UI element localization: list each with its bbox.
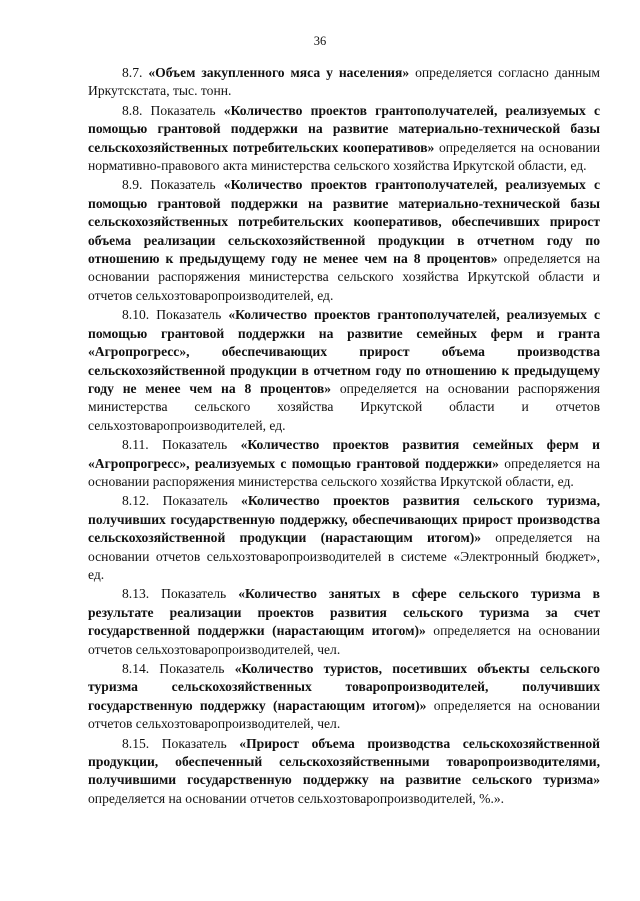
item-number: 8.8. xyxy=(122,102,143,118)
definition-text: определяется на основании распоряжения министерства сельского хозяйства Иркутской области и отчетов сельхозтоваропроизводителей, ед. xyxy=(88,251,600,303)
item-number: 8.12. xyxy=(122,493,150,509)
document-body xyxy=(88,64,600,809)
definition-text: определяется согласно данным Иркутскстата, тыс. тонн. xyxy=(88,65,600,99)
definition-text: определяется на основании отчетов сельхозтоваропроизводителей, чел. xyxy=(88,697,600,732)
indicator-name: «Количество проектов грантополучателей, реализуемых с помощью грантовой поддержки на развитие материально-технической базы сельскохозяйственных потребительских кооперативов» xyxy=(88,102,600,155)
item-number: 8.15. xyxy=(122,735,150,751)
indicator-name: «Количество проектов грантополучателей, реализуемых с помощью грантовой поддержки на развитие материально-технической базы сельскохозяйственных потребительских кооперативов, обеспечивших прирост объема реализации сельскохозяйственной продукции в отчетном году по отношению к предыдущему году не менее чем на 8 процентов» xyxy=(88,177,600,267)
item-number: 8.7. xyxy=(122,65,143,80)
indicator-name: «Количество туристов, посетивших объекты сельского туризма сельскохозяйственных товаропроизводителей, получивших государственную поддержку (нарастающим итогом)» xyxy=(88,661,600,713)
lead-text: Показатель xyxy=(149,493,242,509)
definition-text: определяется на основании отчетов сельхозтоваропроизводителей, чел. xyxy=(88,623,600,657)
page-number: 36 xyxy=(313,34,327,48)
paragraph-8-8 xyxy=(88,102,600,176)
item-number: 8.11. xyxy=(122,437,149,453)
paragraph-8-7 xyxy=(88,64,600,101)
item-number: 8.13. xyxy=(122,586,150,602)
indicator-name: «Количество проектов грантополучателей, реализуемых с помощью грантовой поддержки на развитие семейных ферм и гранта «Агропрогресс», обеспечивающих прирост объема производства сельскохозяйственной продукции в отчетном году по отношению к предыдущему году не менее чем на 8 процентов» xyxy=(88,307,600,396)
lead-text: Показатель xyxy=(149,661,235,676)
definition-text: определяется на основании отчетов сельхозтоваропроизводителей, %.». xyxy=(88,790,505,806)
indicator-name: «Прирост объема производства сельскохозяйственной продукции, обеспеченный сельскохозяйственными товаропроизводителями, получившими государственную поддержку на развитие сельского туризма» xyxy=(88,735,600,788)
indicator-name: «Количество проектов развития сельского туризма, получивших государственную поддержку, обеспечивающих прирост производства сельскохозяйственной продукции (нарастающим итогом)» xyxy=(88,493,600,546)
lead-text: Показатель xyxy=(149,735,240,751)
definition-text: определяется на основании нормативно-правового акта министерства сельского хозяйства Иркутской области, ед. xyxy=(88,139,600,174)
indicator-name: «Количество занятых в сфере сельского туризма в результате реализации проектов развития сельского туризма за счет государственной поддержки (нарастающим итогом)» xyxy=(88,586,600,639)
paragraph-8-13 xyxy=(88,585,600,659)
lead-text: Показатель xyxy=(142,177,224,193)
item-number: 8.10. xyxy=(122,307,150,323)
item-number: 8.14. xyxy=(122,661,150,676)
item-number: 8.9. xyxy=(122,177,143,193)
lead-text: Показатель xyxy=(142,102,224,118)
paragraph-8-9 xyxy=(88,176,600,305)
indicator-name: «Объем закупленного мяса у населения» xyxy=(148,65,410,80)
lead-text: Показатель xyxy=(149,307,229,323)
paragraph-8-14 xyxy=(88,660,600,734)
paragraph-8-10 xyxy=(88,306,600,435)
indicator-name: «Количество проектов развития семейных ферм и «Агропрогресс», реализуемых с помощью грантовой поддержки» xyxy=(88,437,600,471)
lead-text: Показатель xyxy=(148,437,241,453)
definition-text: определяется на основании распоряжения министерства сельского хозяйства Иркутской области и отчетов сельхозтоваропроизводителей, ед. xyxy=(88,380,600,433)
definition-text: определяется на основании распоряжения министерства сельского хозяйства Иркутской области, ед. xyxy=(88,455,600,489)
paragraph-8-12 xyxy=(88,492,600,584)
lead-text: Показатель xyxy=(149,586,239,602)
paragraph-8-11 xyxy=(88,436,600,491)
definition-text: определяется на основании отчетов сельхозтоваропроизводителей в системе «Электронный бюджет», ед. xyxy=(88,530,600,582)
paragraph-8-15 xyxy=(88,735,600,809)
